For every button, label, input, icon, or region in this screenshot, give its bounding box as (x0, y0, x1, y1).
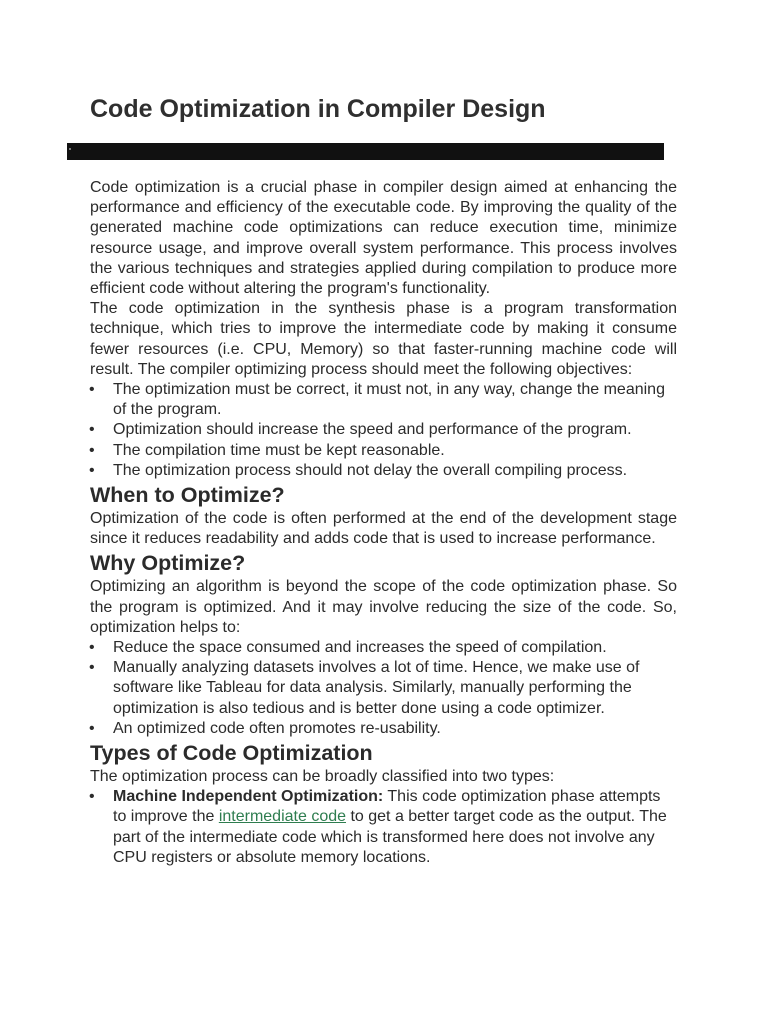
list-item: • Manually analyzing datasets involves a lot of time. Hence, we make use of software like Tableau for data analysis. Similarly, manually performing the optimization is also tedious and is better done using a code optimizer. (89, 659, 640, 717)
intro-paragraph-2: The code optimization in the synthesis phase is a program transformation technique, which tries to improve the intermediate code by making it consume fewer resources (i.e. CPU, Memory) so that faster-running machine code will result. The compiler optimizing process should meet the following objectives: (90, 300, 677, 378)
bullet-icon: • (89, 441, 95, 459)
divider-dot (69, 148, 71, 150)
benefits-list (90, 638, 677, 739)
bullet-icon: • (89, 788, 95, 806)
page-title: Code Optimization in Compiler Design (90, 95, 546, 123)
when-paragraph: Optimization of the code is often performed at the end of the development stage since it reduces readability and adds code that is used to increase performance. (90, 510, 677, 548)
list-item: • Machine Independent Optimization: This code optimization phase attempts to improve the intermediate code to get a better target code as the output. The part of the intermediate code which is transformed here does not involve any CPU registers or absolute memory locations. (89, 788, 667, 866)
bullet-icon: • (89, 421, 95, 439)
why-paragraph: Optimizing an algorithm is beyond the scope of the code optimization phase. So the program is optimized. And it may involve reducing the size of the code. So, optimization helps to: (90, 578, 677, 636)
heading-when-to-optimize: When to Optimize? (90, 483, 285, 508)
heading-types-of-optimization: Types of Code Optimization (90, 741, 373, 766)
types-paragraph: The optimization process can be broadly classified into two types: (90, 768, 555, 786)
types-list (90, 787, 677, 868)
list-item: • The optimization must be correct, it must not, in any way, change the meaning of the program. (89, 381, 665, 419)
bullet-icon: • (89, 719, 95, 737)
article-body (90, 178, 677, 868)
heading-why-optimize: Why Optimize? (90, 551, 246, 576)
intro-paragraph-1: Code optimization is a crucial phase in compiler design aimed at enhancing the performance and efficiency of the executable code. By improving the quality of the generated machine code optimizations can reduce execution time, minimize resource usage, and improve overall system performance. This process involves the various techniques and strategies applied during compilation to produce more efficient code without altering the program's functionality. (90, 179, 677, 298)
objectives-list (90, 380, 677, 481)
list-item: • Reduce the space consumed and increases the speed of compilation. (90, 638, 677, 658)
list-item: • The compilation time must be kept reasonable. (90, 441, 677, 461)
list-item: • Optimization should increase the speed and performance of the program. (90, 420, 677, 440)
bullet-icon: • (89, 381, 95, 399)
list-item: • The optimization process should not delay the overall compiling process. (90, 461, 677, 481)
bullet-icon: • (89, 639, 95, 657)
bullet-icon: • (89, 461, 95, 479)
list-item: • An optimized code often promotes re-usability. (90, 719, 677, 739)
intermediate-code-link[interactable]: intermediate code (218, 808, 347, 826)
term-machine-independent: Machine Independent Optimization: (113, 788, 384, 806)
title-divider-bar (67, 143, 664, 160)
bullet-icon: • (89, 659, 95, 677)
